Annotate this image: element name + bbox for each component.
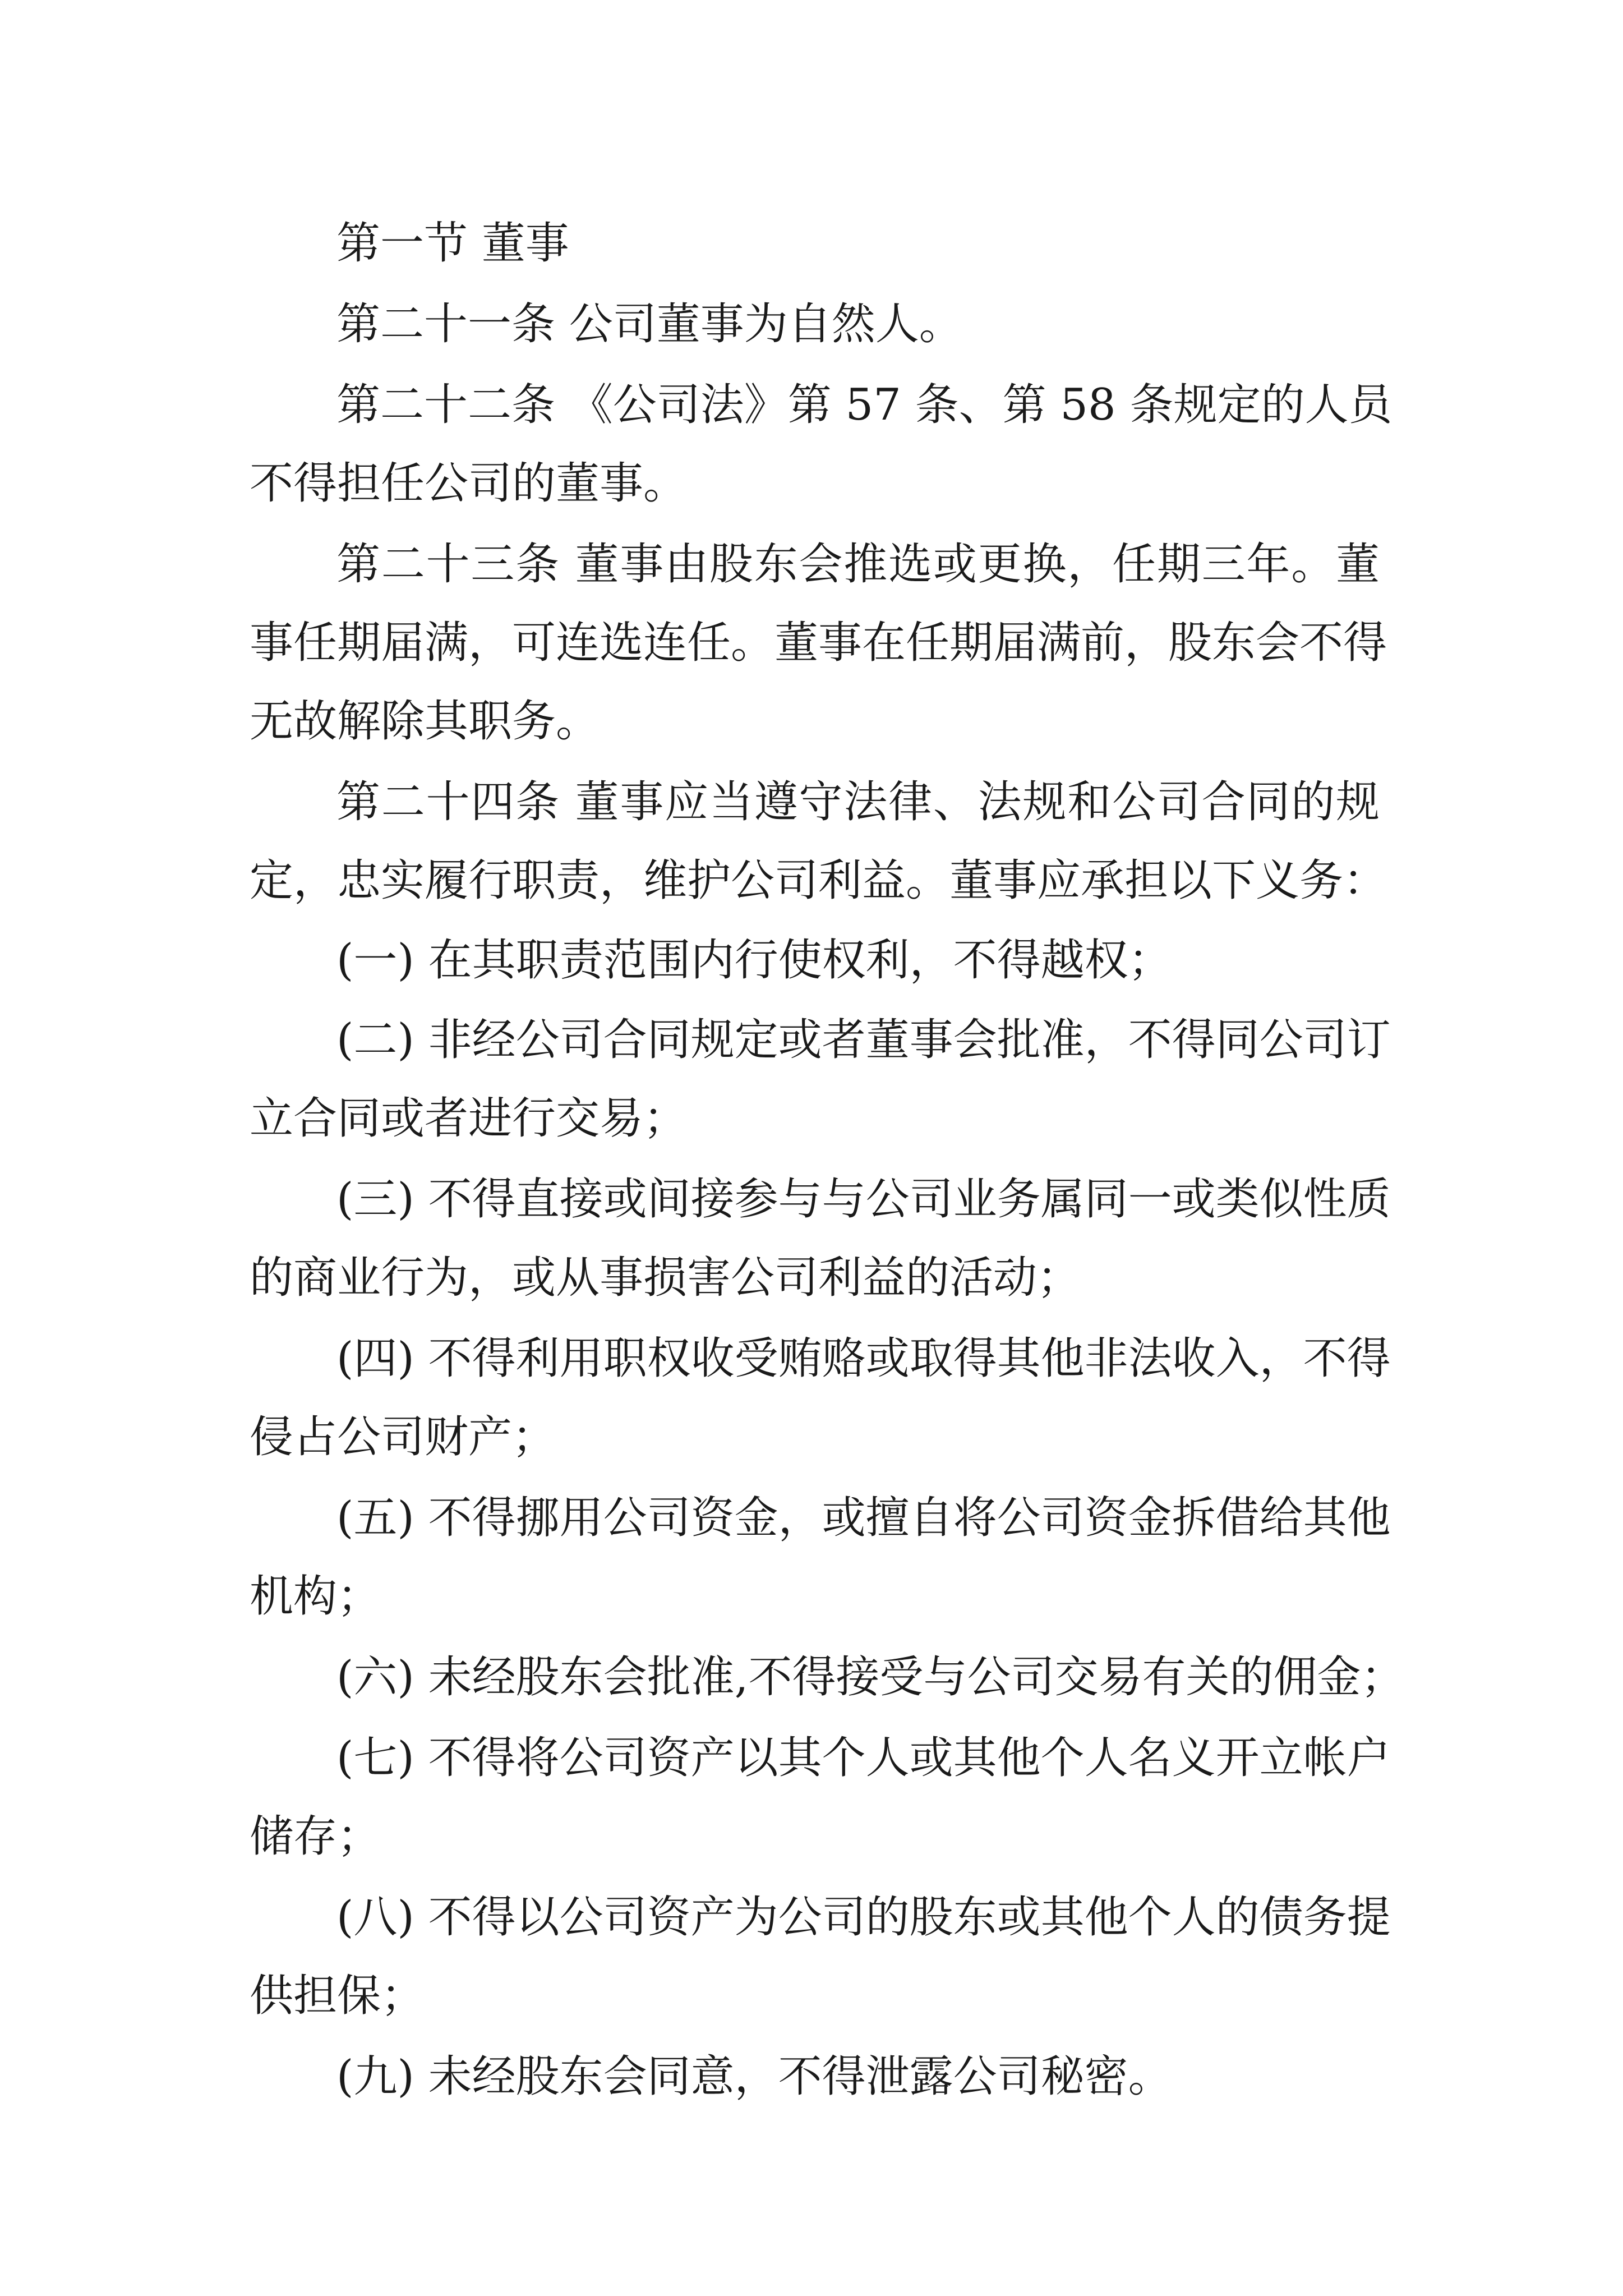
duty-3-line-2: 的商业行为，或从事损害公司利益的活动； [250,1253,1081,1303]
article-22-line-2: 不得担任公司的董事。 [250,458,688,509]
article-24-line-1: 第二十四条 董事应当遵守法律、法规和公司合同的规 [336,777,1380,827]
duty-6: (六) 未经股东会批准,不得接受与公司交易有关的佣金； [336,1652,1405,1703]
article-22-line-1: 第二十二条 《公司法》第 57 条、第 58 条规定的人员 [336,380,1393,430]
duty-5-line-2: 机构； [250,1571,381,1622]
duty-7-line-2: 储存； [250,1811,381,1862]
article-24-line-2: 定，忠实履行职责，维护公司利益。董事应承担以下义务： [250,855,1387,906]
article-21: 第二十一条 公司董事为自然人。 [336,299,963,349]
duty-1: (一) 在其职责范围内行使权利，不得越权； [336,935,1172,986]
duty-5-line-1: (五) 不得挪用公司资金，或擅自将公司资金拆借给其他 [336,1493,1391,1543]
duty-9: (九) 未经股东会同意，不得泄露公司秘密。 [336,2051,1172,2102]
duty-4-line-2: 侵占公司财产； [250,1412,556,1462]
duty-4-line-1: (四) 不得利用职权收受贿赂或取得其他非法收入，不得 [336,1333,1391,1384]
article-23-line-2: 事任期届满，可连选连任。董事在任期届满前，股东会不得 [250,618,1387,668]
duty-3-line-1: (三) 不得直接或间接参与与公司业务属同一或类似性质 [336,1174,1391,1225]
article-23-line-1: 第二十三条 董事由股东会推选或更换，任期三年。董 [336,539,1380,590]
duty-8-line-1: (八) 不得以公司资产为公司的股东或其他个人的债务提 [336,1892,1391,1943]
duty-2-line-1: (二) 非经公司合同规定或者董事会批准，不得同公司订 [336,1015,1391,1065]
article-23-line-3: 无故解除其职务。 [250,696,600,747]
duty-8-line-2: 供担保； [250,1971,425,2021]
section-title: 第一节 董事 [336,218,569,269]
duty-7-line-1: (七) 不得将公司资产以其个人或其他个人名义开立帐户 [336,1733,1391,1783]
duty-2-line-2: 立合同或者进行交易； [250,1093,688,1144]
